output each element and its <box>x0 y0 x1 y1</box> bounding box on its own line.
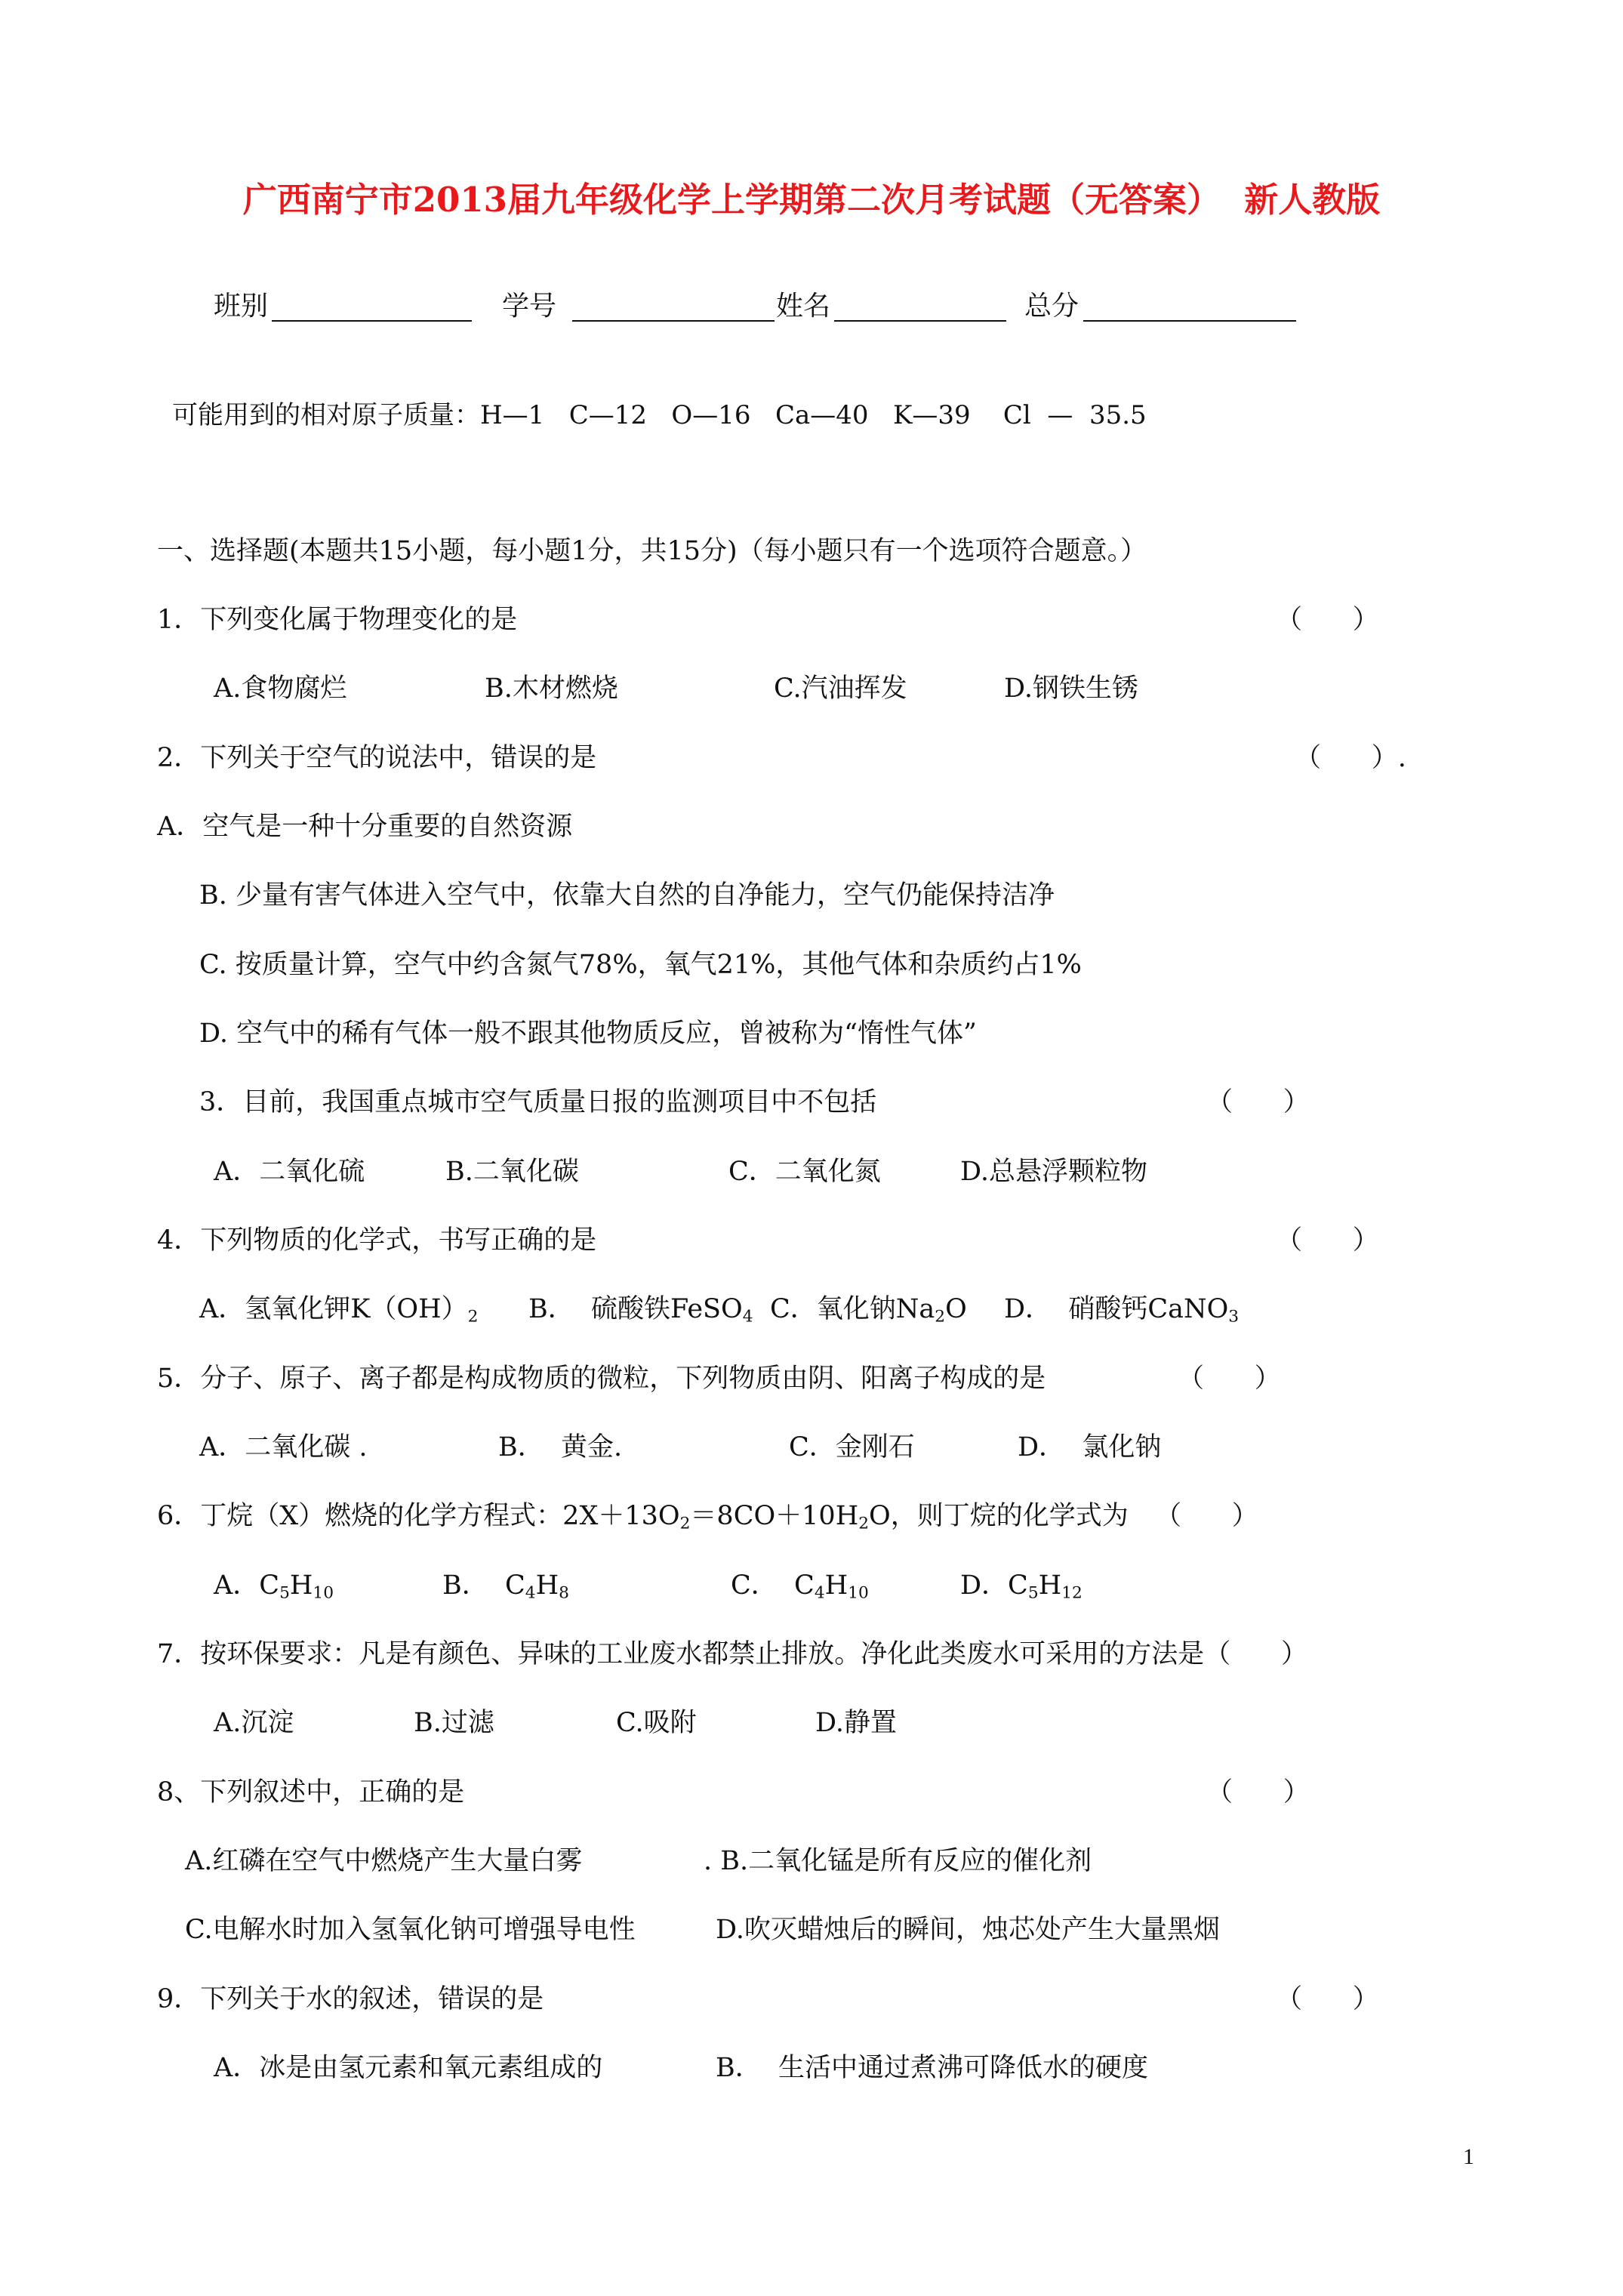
question-6-answer-bracket: （ ） <box>1155 1501 1258 1531</box>
question-4-option-c <box>770 1293 967 1326</box>
question-2-answer-bracket: （ ）. <box>1295 743 1406 773</box>
question-4-stem: 4．下列物质的化学式，书写正确的是 <box>157 1225 597 1256</box>
total-blank <box>1083 320 1296 322</box>
question-5-option-b: B． 黄金. <box>498 1432 623 1462</box>
question-2-option-b: B. 少量有害气体进入空气中，依靠大自然的自净能力，空气仍能保持洁净 <box>199 880 1055 911</box>
question-8-option-d: D.吹灭蜡烛后的瞬间，烛芯处产生大量黑烟 <box>716 1915 1220 1945</box>
question-1-option-c: C.汽油挥发 <box>774 673 907 704</box>
page-number: 1 <box>1463 2144 1474 2169</box>
question-9-option-a: A．冰是由氢元素和氧元素组成的 <box>214 2053 603 2083</box>
q6-c-mid: H <box>824 1570 848 1601</box>
question-6-option-c <box>731 1569 869 1602</box>
question-7-option-b: B.过滤 <box>414 1708 494 1738</box>
q4-b-subscript: 4 <box>742 1307 753 1327</box>
q6-subscript-1: 2 <box>679 1514 691 1533</box>
question-3-option-b: B.二氧化碳 <box>445 1157 579 1187</box>
q4-a-subscript: 2 <box>467 1307 479 1327</box>
question-8-option-a: A.红磷在空气中燃烧产生大量白雾 <box>185 1846 583 1876</box>
question-7-stem: 7．按环保要求：凡是有颜色、异味的工业废水都禁止排放。净化此类废水可采用的方法是（ ） <box>157 1639 1308 1669</box>
question-7-option-a: A.沉淀 <box>214 1708 294 1738</box>
q4-d-text: D． 硝酸钙CaNO <box>1004 1294 1229 1324</box>
q4-a-text: A．氢氧化钾K（OH） <box>199 1294 468 1324</box>
question-5-option-d: D． 氯化钠 <box>1018 1432 1162 1462</box>
question-5-answer-bracket: （ ） <box>1178 1364 1281 1394</box>
question-2-stem: 2．下列关于空气的说法中，错误的是 <box>157 743 597 773</box>
document-title: 广西南宁市2013届九年级化学上学期第二次月考试题（无答案） 新人教版 <box>242 180 1381 220</box>
q6-a-mid: H <box>289 1570 313 1601</box>
question-1-option-b: B.木材燃烧 <box>485 673 618 704</box>
question-7-option-d: D.静置 <box>815 1708 897 1738</box>
question-6-stem <box>157 1499 1129 1533</box>
q6-b-sub-1: 4 <box>525 1583 536 1603</box>
q6-b-sub-2: 8 <box>559 1583 569 1603</box>
question-8-answer-bracket: （ ） <box>1206 1777 1310 1808</box>
question-1-stem: 1．下列变化属于物理变化的是 <box>157 605 518 635</box>
question-8-option-c: C.电解水时加入氢氧化钠可增强导电性 <box>185 1915 636 1945</box>
atomic-masses: 可能用到的相对原子质量：H—1 C—12 O—16 Ca—40 K—39 Cl — 35.5 <box>172 400 1147 430</box>
question-3-option-c: C．二氧化氮 <box>728 1157 881 1187</box>
q4-c-subscript: 2 <box>935 1307 946 1327</box>
q6-c-sub-2: 10 <box>848 1583 869 1603</box>
student-no-blank <box>572 320 775 322</box>
question-9-option-b: B． 生活中通过煮沸可降低水的硬度 <box>716 2053 1148 2083</box>
question-5-option-c: C．金刚石 <box>789 1432 915 1462</box>
q6-d-sub-1: 5 <box>1027 1583 1039 1603</box>
q6-d-mid: H <box>1038 1570 1062 1601</box>
q6-b-mid: H <box>535 1570 559 1601</box>
total-label: 总分 <box>1024 291 1079 322</box>
q4-d-subscript: 3 <box>1228 1307 1240 1327</box>
question-3-answer-bracket: （ ） <box>1206 1087 1310 1117</box>
name-blank <box>834 320 1006 322</box>
question-6-option-d <box>960 1569 1083 1602</box>
question-9-answer-bracket: （ ） <box>1276 1984 1379 2014</box>
q4-b-text: B． 硫酸铁FeSO <box>528 1294 743 1324</box>
question-9-stem: 9．下列关于水的叙述，错误的是 <box>157 1984 544 2014</box>
class-label: 班别 <box>214 291 269 322</box>
student-no-label: 学号 <box>502 291 557 322</box>
q6-stem-text: 6．丁烷（X）燃烧的化学方程式：2X＋13O <box>157 1501 680 1531</box>
question-3-stem: 3．目前，我国重点城市空气质量日报的监测项目中不包括 <box>199 1087 877 1117</box>
q6-d-sub-2: 12 <box>1061 1583 1083 1603</box>
question-8-stem: 8、下列叙述中，正确的是 <box>157 1777 465 1808</box>
question-4-option-a <box>199 1293 478 1326</box>
question-5-stem: 5．分子、原子、离子都是构成物质的微粒，下列物质由阴、阳离子构成的是 <box>157 1364 1046 1394</box>
question-2-option-d: D. 空气中的稀有气体一般不跟其他物质反应，曾被称为“惰性气体” <box>199 1019 977 1049</box>
question-8-option-b: . B.二氧化锰是所有反应的催化剂 <box>704 1846 1092 1876</box>
question-1-option-d: D.钢铁生锈 <box>1004 673 1138 704</box>
q6-stem-mid: ＝8CO＋10H <box>690 1501 859 1531</box>
question-4-option-b <box>528 1293 753 1326</box>
section-heading: 一、选择题(本题共15小题，每小题1分，共15分)（每小题只有一个选项符合题意。） <box>157 536 1147 566</box>
q6-b-text: B． C <box>442 1570 525 1601</box>
q6-subscript-2: 2 <box>858 1514 870 1533</box>
question-2-option-a: A．空气是一种十分重要的自然资源 <box>157 812 573 842</box>
question-3-option-a: A．二氧化硫 <box>214 1157 365 1187</box>
q6-stem-post: O，则丁烷的化学式为 <box>869 1501 1129 1531</box>
question-2-option-c: C. 按质量计算，空气中约含氮气78%，氧气21%，其他气体和杂质约占1% <box>199 950 1082 980</box>
q6-d-text: D．C <box>960 1570 1028 1601</box>
q6-a-sub-2: 10 <box>313 1583 334 1603</box>
question-3-option-d: D.总悬浮颗粒物 <box>960 1157 1147 1187</box>
question-5-option-a: A．二氧化碳 . <box>199 1432 368 1462</box>
question-6-option-b <box>442 1569 569 1602</box>
question-6-option-a <box>214 1569 334 1602</box>
question-1-option-a: A.食物腐烂 <box>214 673 347 704</box>
q6-a-text: A．C <box>214 1570 280 1601</box>
question-1-answer-bracket: （ ） <box>1276 605 1379 635</box>
question-4-answer-bracket: （ ） <box>1276 1225 1379 1256</box>
q6-c-text: C． C <box>731 1570 815 1601</box>
q4-c-text-post: O <box>945 1294 967 1324</box>
question-7-option-c: C.吸附 <box>616 1708 697 1738</box>
q4-c-text: C．氧化钠Na <box>770 1294 935 1324</box>
question-4-option-d <box>1004 1293 1239 1326</box>
class-blank <box>272 320 472 322</box>
name-label: 姓名 <box>776 291 831 322</box>
q6-c-sub-1: 4 <box>814 1583 825 1603</box>
q6-a-sub-1: 5 <box>279 1583 290 1603</box>
